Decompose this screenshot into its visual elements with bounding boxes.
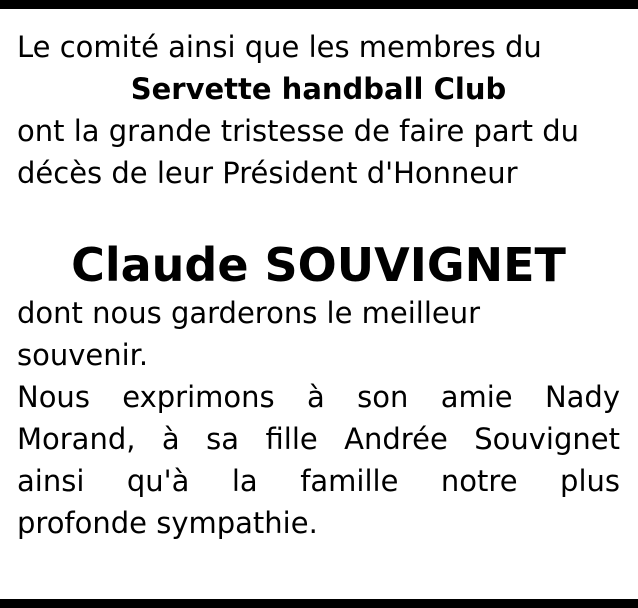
sympathy-line-1: Nous exprimons à son amie Nady bbox=[17, 380, 620, 414]
intro-line: Le comité ainsi que les membres du bbox=[17, 30, 542, 64]
message-line-2: décès de leur Président d'Honneur bbox=[17, 156, 518, 190]
sympathy-line-2: Morand, à sa fille Andrée Souvignet bbox=[17, 422, 620, 456]
sympathy-line-3: ainsi qu'à la famille notre plus bbox=[17, 464, 620, 498]
top-border-rule bbox=[0, 0, 638, 9]
deceased-name: Claude SOUVIGNET bbox=[71, 238, 566, 292]
club-name: Servette handball Club bbox=[130, 72, 507, 106]
bottom-border-rule bbox=[0, 599, 638, 608]
memory-line-1: dont nous garderons le meilleur bbox=[17, 296, 481, 330]
memory-line-2: souvenir. bbox=[17, 338, 149, 372]
sympathy-line-4: profonde sympathie. bbox=[17, 506, 318, 540]
obituary-notice bbox=[17, 26, 620, 544]
message-line-1: ont la grande tristesse de faire part du bbox=[17, 114, 579, 148]
section-spacer bbox=[17, 194, 620, 238]
